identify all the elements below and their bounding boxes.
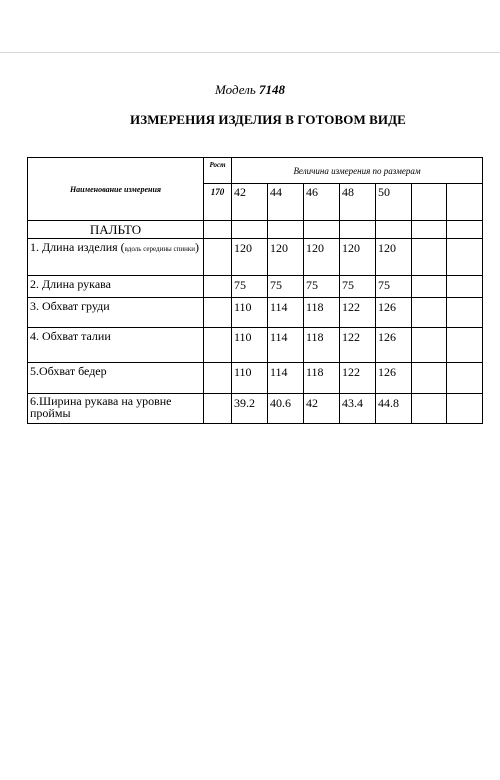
row-name-cell: 4. Обхват талии: [28, 328, 204, 363]
size-cell: 50: [376, 184, 412, 221]
row-name-cell: 3. Обхват груди: [28, 298, 204, 328]
row-name-cell: 6.Ширина рукава на уровне проймы: [28, 394, 204, 424]
value-cell: [412, 239, 447, 276]
value-cell: [412, 276, 447, 298]
document-title: ИЗМЕРЕНИЯ ИЗДЕЛИЯ В ГОТОВОМ ВИДЕ: [130, 112, 406, 127]
row-name: 1. Длина изделия (: [30, 240, 125, 254]
value-cell: [447, 298, 483, 328]
value-cell: [412, 394, 447, 424]
value-cell: 75: [340, 276, 376, 298]
value-cell: 122: [340, 328, 376, 363]
rost-value-cell: 170: [204, 184, 232, 221]
empty-cell: [376, 221, 412, 239]
value-cell: 110: [232, 298, 268, 328]
row-note: вдоль середины спинки: [124, 245, 196, 253]
size-cell: 44: [268, 184, 304, 221]
header-name-cell: Наименование измерения: [28, 158, 204, 221]
value-cell: [412, 328, 447, 363]
value-cell: 39.2: [232, 394, 268, 424]
row-name-cell: 2. Длина рукава: [28, 276, 204, 298]
value-cell: [447, 394, 483, 424]
value-cell: 120: [376, 239, 412, 276]
size-cell: [447, 184, 483, 221]
section-cell: ПАЛЬТО: [28, 221, 204, 239]
value-cell: 118: [304, 328, 340, 363]
value-cell: 126: [376, 328, 412, 363]
table-row: [28, 363, 483, 394]
row-name-close: ): [195, 240, 200, 254]
empty-cell: [447, 221, 483, 239]
header-row-1: [28, 158, 483, 184]
value-cell: 75: [376, 276, 412, 298]
value-cell: [412, 363, 447, 394]
section-row: [28, 221, 483, 239]
row-name-cell: 5.Обхват бедер: [28, 363, 204, 394]
value-cell: [447, 239, 483, 276]
model-line: [0, 82, 500, 98]
row-name-cell: [28, 239, 204, 276]
model-label: Модель: [215, 82, 256, 97]
value-cell: 75: [232, 276, 268, 298]
size-cell: 48: [340, 184, 376, 221]
value-cell: 43.4: [340, 394, 376, 424]
top-divider: [0, 52, 500, 53]
rost-cell: [204, 276, 232, 298]
value-cell: [447, 276, 483, 298]
value-cell: 120: [304, 239, 340, 276]
table-row: [28, 328, 483, 363]
empty-cell: [232, 221, 268, 239]
value-cell: 110: [232, 363, 268, 394]
table-row: [28, 298, 483, 328]
rost-cell: [204, 298, 232, 328]
size-cell: [412, 184, 447, 221]
table-row: [28, 394, 483, 424]
empty-cell: [412, 221, 447, 239]
value-cell: 118: [304, 363, 340, 394]
model-number: 7148: [259, 82, 285, 97]
rost-cell: [204, 363, 232, 394]
rost-cell: [204, 394, 232, 424]
value-cell: 42: [304, 394, 340, 424]
header-rost-cell: Рост: [204, 158, 232, 184]
value-cell: 120: [232, 239, 268, 276]
value-cell: [412, 298, 447, 328]
value-cell: 120: [340, 239, 376, 276]
rost-cell: [204, 239, 232, 276]
measurements-table: [27, 157, 483, 424]
value-cell: 114: [268, 298, 304, 328]
size-cell: 42: [232, 184, 268, 221]
value-cell: 122: [340, 363, 376, 394]
header-values-cell: Величина измерения по размерам: [232, 158, 483, 184]
value-cell: 122: [340, 298, 376, 328]
empty-cell: [204, 221, 232, 239]
value-cell: 75: [304, 276, 340, 298]
value-cell: 114: [268, 363, 304, 394]
value-cell: 126: [376, 298, 412, 328]
value-cell: 126: [376, 363, 412, 394]
value-cell: 118: [304, 298, 340, 328]
value-cell: 110: [232, 328, 268, 363]
empty-cell: [340, 221, 376, 239]
value-cell: 114: [268, 328, 304, 363]
table-row: [28, 239, 483, 276]
size-cell: 46: [304, 184, 340, 221]
value-cell: [447, 363, 483, 394]
value-cell: 75: [268, 276, 304, 298]
value-cell: 40.6: [268, 394, 304, 424]
value-cell: 44.8: [376, 394, 412, 424]
value-cell: [447, 328, 483, 363]
table-row: [28, 276, 483, 298]
empty-cell: [304, 221, 340, 239]
rost-cell: [204, 328, 232, 363]
value-cell: 120: [268, 239, 304, 276]
empty-cell: [268, 221, 304, 239]
